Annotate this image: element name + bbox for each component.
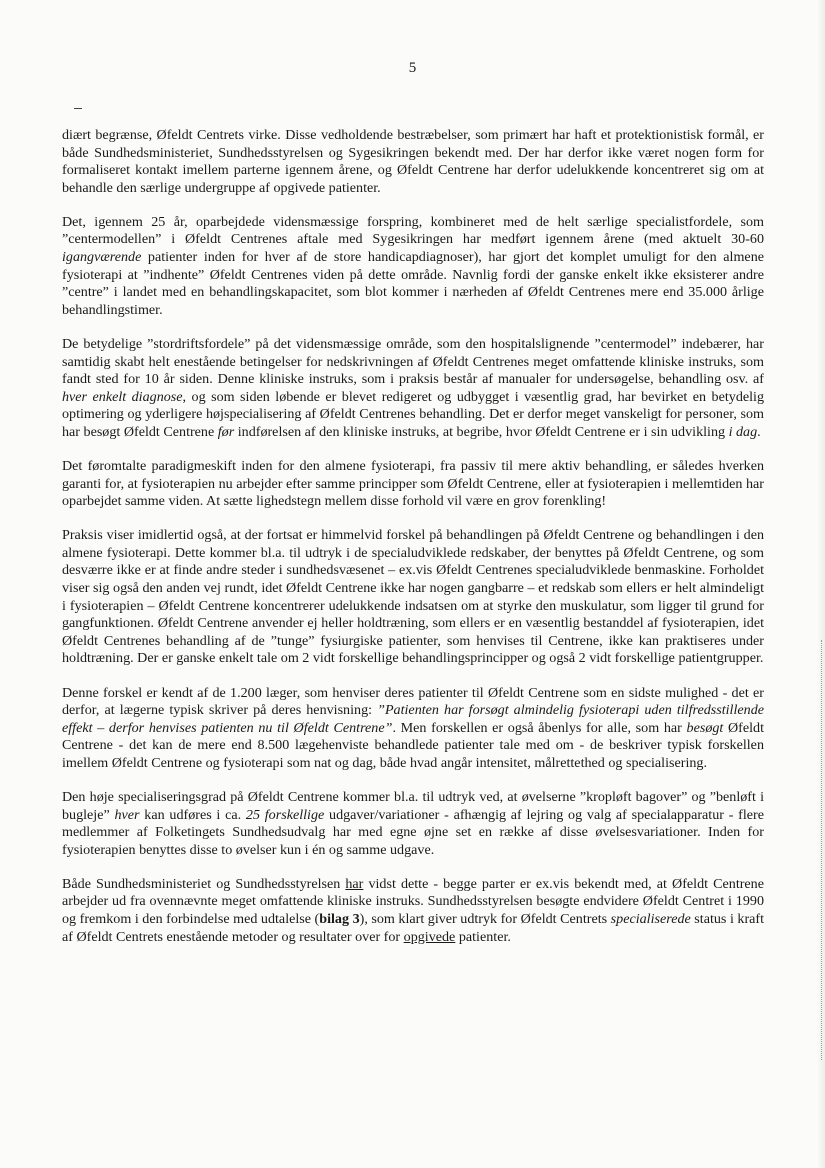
text-run: ), som klart giver udtryk for Øfeldt Centrets xyxy=(359,911,611,928)
italic-text: ”Patienten har forsøgt almindelig fysioterapi uden tilfredsstillende effekt – derfor henvises patienten nu til Øfeldt Centrene” xyxy=(62,702,764,736)
text-run: vidst dette - begge parter er ex.vis bekendt med, at Øfeldt Centrene arbejder ud fra ovennævnte meget omfattende kliniske instruks. Sundhedsstyrelsen besøgte endvidere Øfeldt Centret i 1990 og fremkom i den forbindelse med udtalelse ( xyxy=(62,875,764,928)
page-number: 5 xyxy=(408,60,417,76)
text-run: Både Sundhedsministeriet og Sundhedsstyrelsen xyxy=(62,875,346,892)
paragraph xyxy=(62,789,764,859)
text-run: Denne forskel er kendt af de 1.200 læger, som henviser deres patienter til Øfeldt Centrene som en sidste mulighed - det er derfor, at lægerne typisk skriver på deres henvisning: xyxy=(62,684,764,719)
text-run: , og som siden løbende er blevet redigeret og udbygget i væsentlig grad, har bevirket en betydelig optimering og yderligere højspecialisering af Øfeldt Centrenes behandling. Det er derfor meget vanskeligt for personer, som har besøgt Øfeldt Centrene xyxy=(62,388,765,440)
paragraph xyxy=(62,214,764,320)
italic-text: igangværende xyxy=(62,249,142,266)
text-run: status i kraft af Øfeldt Centrets enestående metoder og resultater over for xyxy=(62,911,765,945)
bold-text: bilag 3 xyxy=(319,911,360,928)
text-run: udgaver/variationer - afhængig af lejring og valg af specialapparatur - flere medlemmer af Folketingets Sundhedsudvalg har med egne øjne set en række af disse øvelsesvariationer. Inden for fysioterapien benyttes disse to øvelser kun i én og samme udgave. xyxy=(62,806,764,858)
paragraph xyxy=(62,458,764,511)
margin-mark xyxy=(74,108,82,109)
text-run: Det, igennem 25 år, oparbejdede vidensmæssige forspring, kombineret med de helt særlige specialistfordele, som ”centermodellen” i Øfeldt Centrenes aftale med Sygesikringen har medført igennem årene (med aktuelt 30-60 xyxy=(62,213,764,248)
paragraph xyxy=(62,527,764,668)
text-run: Det føromtalte paradigmeskift inden for den almene fysioterapi, fra passiv til mere aktiv behandling, er således hverken garanti for, at fysioterapien nu arbejder efter samme principper som Øfeldt Centrene, eller at fysioterapien i mellemtiden har oparbejdet samme viden. At sætte lighedstegn mellem disse forhold vil være en grov forenkling! xyxy=(62,458,764,510)
paragraph xyxy=(62,876,764,946)
text-run: indførelsen af den kliniske instruks, at begribe, hvor Øfeldt Centrene er i sin udvikling xyxy=(234,423,729,440)
italic-text: hver enkelt diagnose xyxy=(62,388,183,405)
text-run: patienter. xyxy=(455,928,511,945)
text-run: . xyxy=(757,423,761,440)
text-run: kan udføres i ca. xyxy=(139,806,246,823)
text-run: diært begrænse, Øfeldt Centrets virke. Disse vedholdende bestræbelser, som primært har haft et protektionistisk formål, er både Sundhedsministeriet, Sundhedsstyrelsen og Sygesikringen bekendt med. Der har derfor ikke været nogen form for formaliseret kontakt imellem parterne igennem årene, og Øfeldt Centrene har derfor udelukkende koncentreret sig om at behandle den særlige undergruppe af opgivede patienter. xyxy=(62,127,764,196)
scan-artifact xyxy=(819,640,822,1060)
underlined-text: har xyxy=(345,875,364,892)
italic-text: specialiserede xyxy=(610,911,691,928)
paragraph xyxy=(62,685,764,773)
text-run: . Men forskellen er også åbenlys for alle, som har xyxy=(392,719,687,736)
paragraph xyxy=(62,336,764,442)
italic-text: besøgt xyxy=(686,719,724,736)
text-run: Praksis viser imidlertid også, at der fortsat er himmelvid forskel på behandlingen på Øfeldt Centrene og behandlingen i den almene fysioterapi. Dette kommer bl.a. til udtryk i de specialudviklede redskaber, der benyttes på Øfeldt Centrene, og som desværre ikke er at finde andre steder i sundhedsvæsenet – ex.vis Øfeldt Centrenes specialudviklede benmaskine. Forholdet viser sig også den anden vej rundt, idet Øfeldt Centrene ikke har nogen gangbarre – et redskab som ellers er helt almindeligt i fysioterapien – Øfeldt Centrene koncentrerer udelukkende indsatsen om at styrke den muskulatur, som ligger til grund for gangfunktionen. Øfeldt Centrene anvender ej heller holdtræning, som ellers er en væsentlig bestanddel af fysioterapien, idet Øfeldt Centrenes behandling af de ”tunge” fysiurgiske patienter, som henvises til Centrene, ikke kan praktiseres under holdtræning. Der er ganske enkelt tale om 2 vidt forskellige behandlingsprincipper og også 2 vidt forskellige patientgrupper. xyxy=(62,527,764,667)
italic-text: før xyxy=(217,423,235,440)
italic-text: 25 forskellige xyxy=(245,806,325,823)
document-body xyxy=(62,127,764,963)
text-run: Den høje specialiseringsgrad på Øfeldt Centrene kommer bl.a. til udtryk ved, at øvelserne ”kropløft bagover” og ”benløft i bugleje” xyxy=(62,789,764,823)
italic-text: i dag xyxy=(728,423,758,440)
text-run: patienter inden for hver af de store handicapdiagnoser), har gjort det komplet umuligt for den almene fysioterapi at ”indhente” Øfeldt Centrenes viden på dette område. Navnlig fordi der ganske enkelt ikke eksisterer andre ”centre” i landet med en behandlingskapacitet, som blot kommer i nærheden af Øfeldt Centrenes mere end 35.000 årlige behandlingstimer. xyxy=(62,249,764,318)
italic-text: hver xyxy=(114,806,140,823)
text-run: Øfeldt Centrene - det kan de mere end 8.500 lægehenviste behandlede patienter tale med om - de beskriver typisk forskellen imellem Øfeldt Centrene og fysioterapi som nat og dag, både hvad angår intensitet, målrettethed og specialisering. xyxy=(62,719,765,771)
paragraph xyxy=(62,127,764,197)
text-run: De betydelige ”stordriftsfordele” på det vidensmæssige område, som den hospitalslignende ”centermodel” indebærer, har samtidig skabt helt enestående betingelser for nedskrivningen af Øfeldt Centrenes meget omfattende kliniske instruks, som fandt sted for 10 år siden. Denne kliniske instruks, som i praksis består af manualer for undersøgelse, behandling osv. af xyxy=(62,335,764,388)
underlined-text: opgivede xyxy=(403,928,456,945)
